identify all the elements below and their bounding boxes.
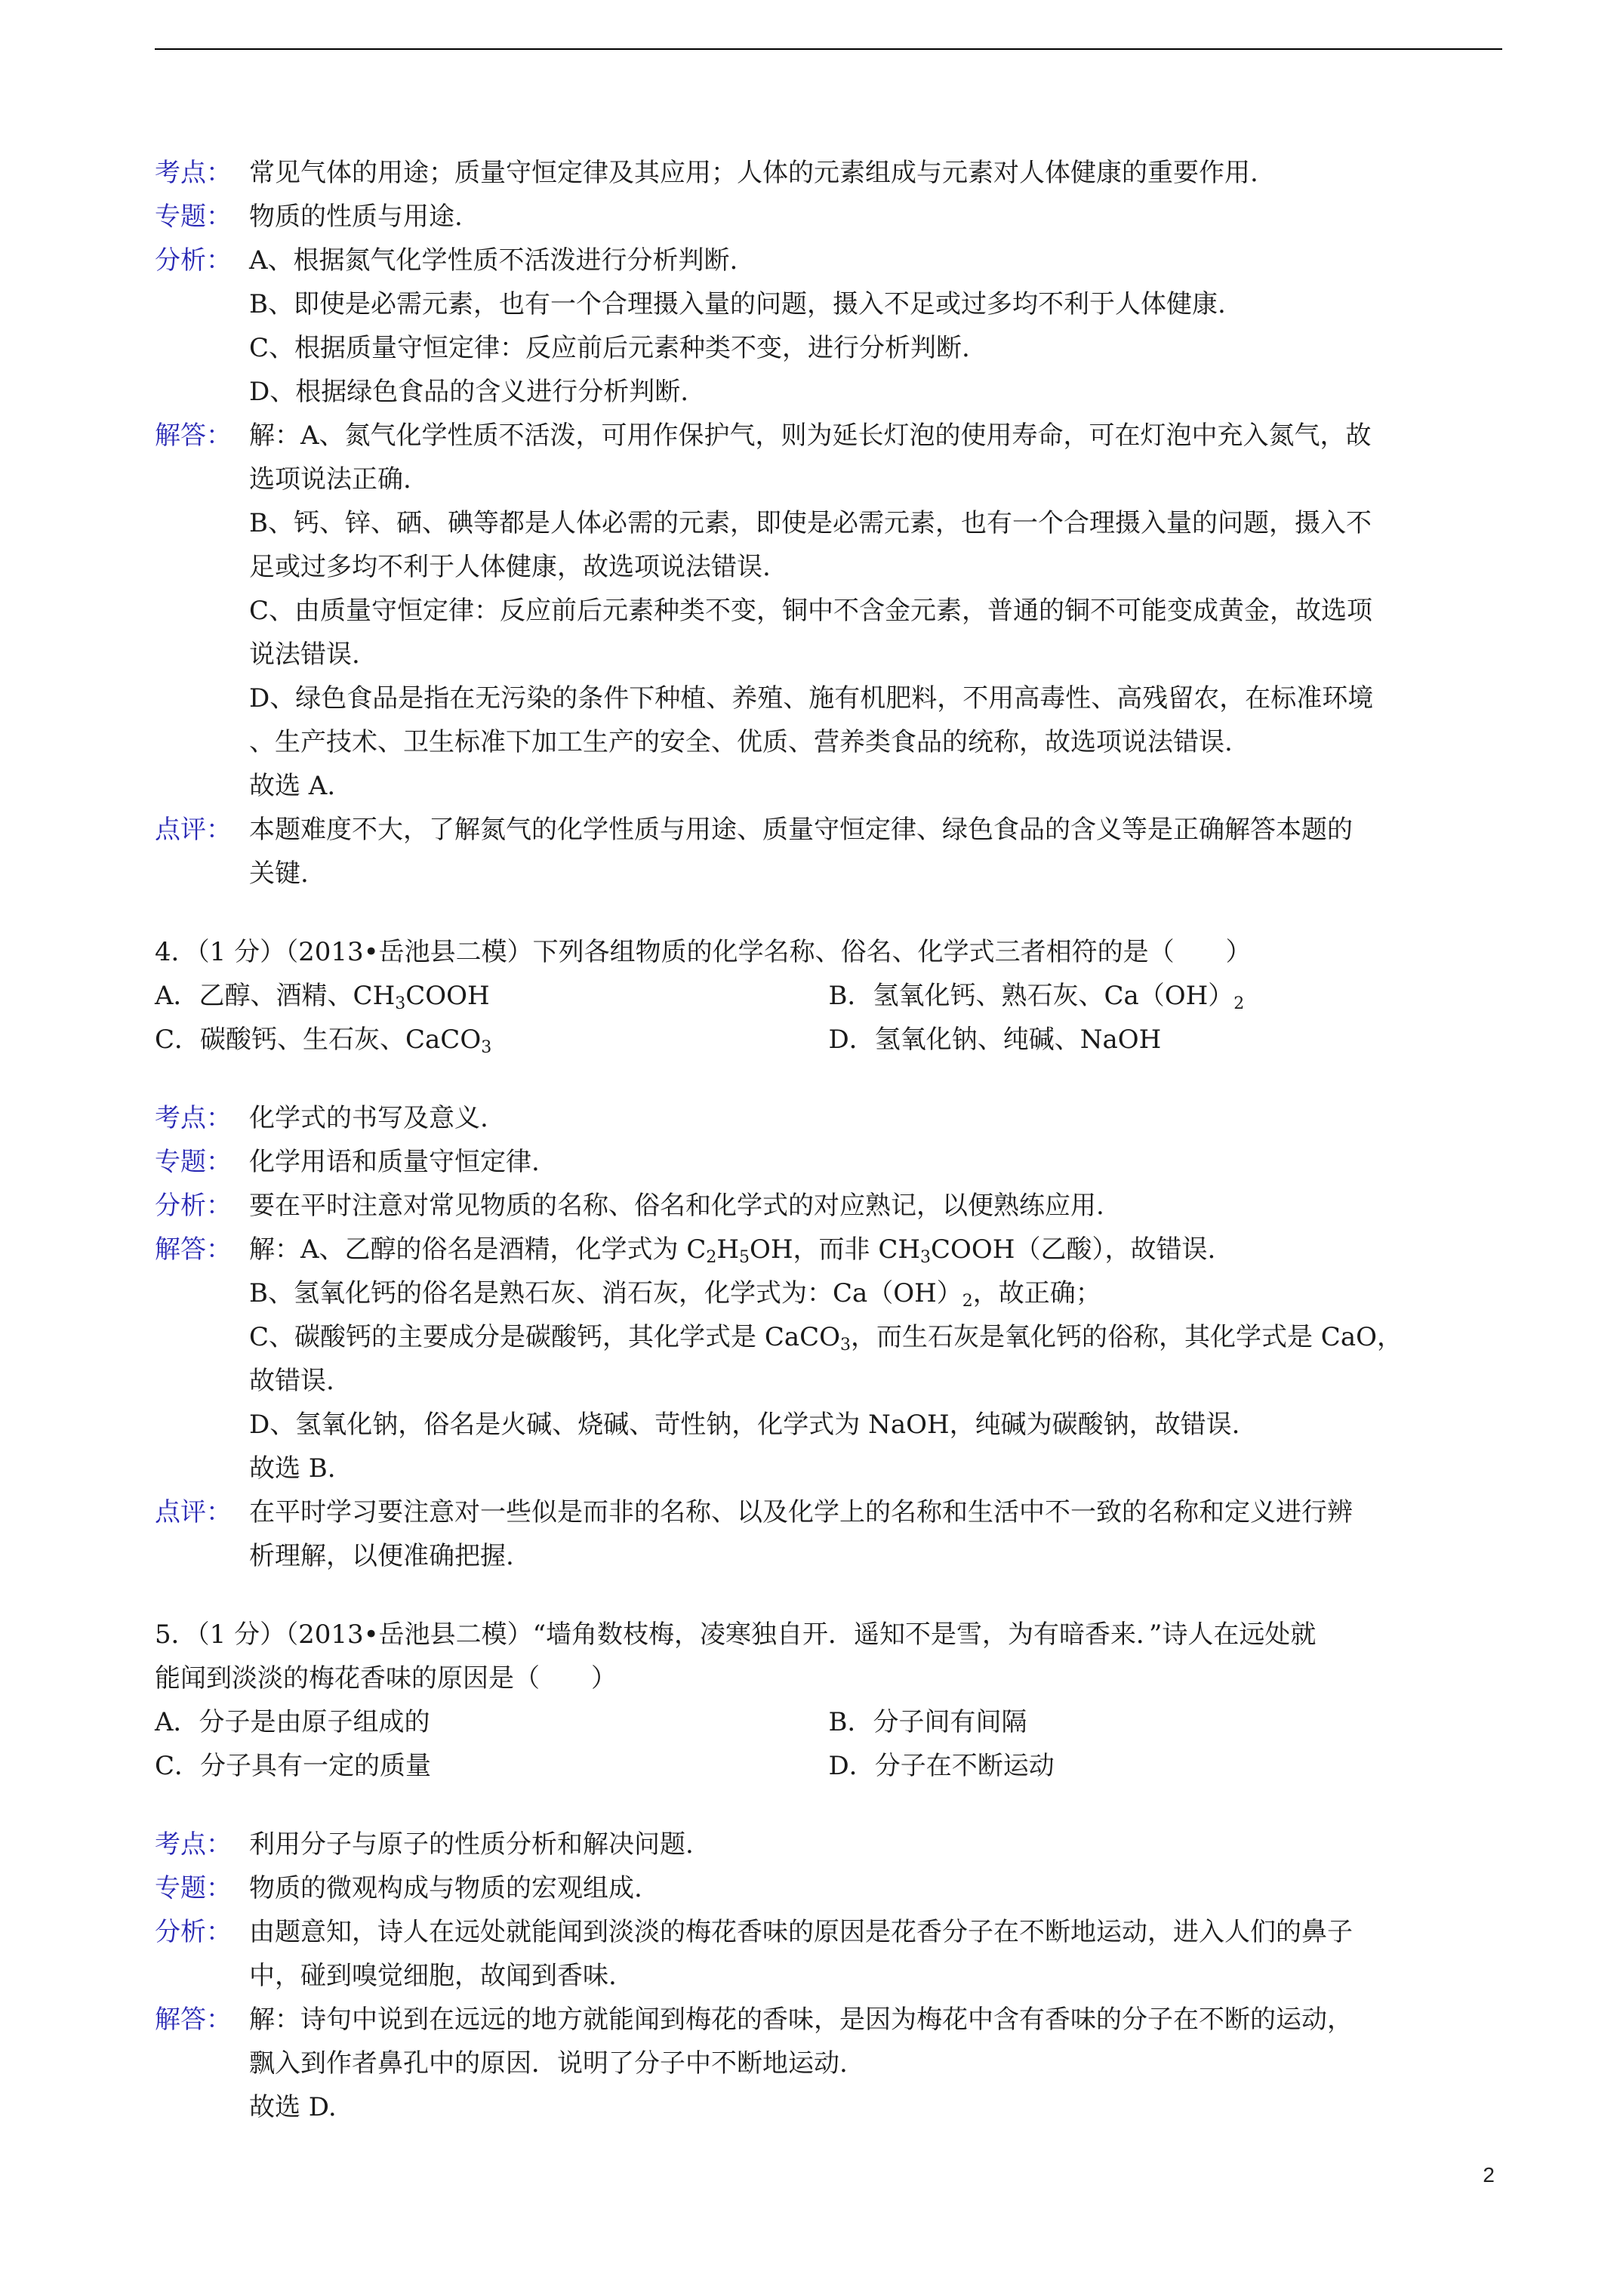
q5-option-b: B．分子间有间隔 <box>828 1707 1027 1737</box>
label-dianping: 点评： <box>155 1497 232 1527</box>
q5-options <box>155 1700 1502 1788</box>
q4-jieda-line: B、氢氧化钙的俗名是熟石灰、消石灰，化学式为：$Ca(OH)_2$，故正确； <box>249 1278 1101 1311</box>
q3-dianping-line: 关键. <box>249 858 309 889</box>
q3-jieda-line: B、钙、锌、硒、碘等都是人体必需的元素，即使是必需元素，也有一个合理摄入量的问题，摄入不 <box>249 508 1372 538</box>
q4-kaodian-text: 化学式的书写及意义. <box>249 1103 488 1133</box>
q4-stem: 4．（1 分）（2013•岳池县二模）下列各组物质的化学名称、俗名、化学式三者相符的是（ ） <box>155 937 1252 967</box>
q5-option-d: D．分子在不断运动 <box>828 1751 1055 1781</box>
q4-kaodian <box>155 1096 1502 1140</box>
q3-fenxi-line: B、即使是必需元素，也有一个合理摄入量的问题，摄入不足或过多均不利于人体健康. <box>249 289 1226 319</box>
q5-option-c: C．分子具有一定的质量 <box>155 1751 432 1781</box>
label-jieda: 解答： <box>155 1234 232 1265</box>
label-zhuanti: 专题： <box>155 1873 232 1903</box>
q5-jieda-line: 解：诗句中说到在远远的地方就能闻到梅花的香味，是因为梅花中含有香味的分子在不断的运动， <box>249 2005 1353 2035</box>
q5-fenxi-line: 由题意知，诗人在远处就能闻到淡淡的梅花香味的原因是花香分子在不断地运动，进入人们的鼻子 <box>249 1917 1353 1947</box>
q3-fenxi-line: A、根据氮气化学性质不活泼进行分析判断. <box>249 245 738 276</box>
q3-kaodian <box>155 151 1502 195</box>
label-fenxi: 分析： <box>155 1191 232 1221</box>
q3-jieda-line: 故选 A. <box>249 771 336 801</box>
label-dianping: 点评： <box>155 815 232 845</box>
q3-jieda-line: C、由质量守恒定律：反应前后元素种类不变，铜中不含金元素，普通的铜不可能变成黄金，故选项 <box>249 596 1373 626</box>
q5-zhuanti <box>155 1866 1502 1910</box>
q4-fenxi-text: 要在平时注意对常见物质的名称、俗名和化学式的对应熟记，以便熟练应用. <box>249 1191 1104 1221</box>
label-zhuanti: 专题： <box>155 1147 232 1177</box>
q5-stem: 能闻到淡淡的梅花香味的原因是（ ） <box>155 1663 617 1693</box>
q5-jieda-line: 故选 D. <box>249 2092 337 2122</box>
label-jieda: 解答： <box>155 421 232 451</box>
q5-kaodian <box>155 1823 1502 1866</box>
q3-jieda-line: 选项说法正确. <box>249 464 411 495</box>
q3-fenxi-line: C、根据质量守恒定律：反应前后元素种类不变，进行分析判断. <box>249 333 970 363</box>
label-fenxi: 分析： <box>155 1917 232 1947</box>
q4-option-a: A．乙醇、酒精、$CH_3COOH$ <box>155 981 490 1013</box>
q5-fenxi <box>155 1910 1502 1998</box>
q4-jieda <box>155 1228 1502 1490</box>
q5-option-a: A．分子是由原子组成的 <box>155 1707 430 1737</box>
q3-kaodian-text: 常见气体的用途；质量守恒定律及其应用；人体的元素组成与元素对人体健康的重要作用. <box>249 158 1258 188</box>
q3-zhuanti <box>155 195 1502 239</box>
label-jieda: 解答： <box>155 2005 232 2035</box>
q3-fenxi <box>155 239 1502 414</box>
q5-jieda-line: 飘入到作者鼻孔中的原因．说明了分子中不断地运动. <box>249 2048 848 2079</box>
q5-zhuanti-text: 物质的微观构成与物质的宏观组成. <box>249 1873 642 1903</box>
q5-kaodian-text: 利用分子与原子的性质分析和解决问题. <box>249 1829 694 1860</box>
q3-jieda-line: 解：A、氮气化学性质不活泼，可用作保护气，则为延长灯泡的使用寿命，可在灯泡中充入氮气，故 <box>249 421 1372 451</box>
label-fenxi: 分析： <box>155 245 232 276</box>
q3-jieda-line: 、生产技术、卫生标准下加工生产的安全、优质、营养类食品的统称，故选项说法错误. <box>249 727 1233 757</box>
q4-option-c: C．碳酸钙、生石灰、CaCO$_3$ <box>155 1025 492 1057</box>
page-content <box>155 151 1502 2129</box>
q4-jieda-line: 故错误. <box>249 1366 334 1396</box>
q4-dianping <box>155 1490 1502 1578</box>
q5-stem: 5．（1 分）（2013•岳池县二模）“墙角数枝梅，凌寒独自开．遥知不是雪，为有暗香来．”诗人在远处就 <box>155 1620 1317 1650</box>
q4-zhuanti-text: 化学用语和质量守恒定律. <box>249 1147 540 1177</box>
q4-fenxi <box>155 1184 1502 1228</box>
q3-jieda-line: D、绿色食品是指在无污染的条件下种植、养殖、施有机肥料，不用高毒性、高残留农，在标准环境 <box>249 683 1374 713</box>
label-kaodian: 考点： <box>155 158 232 188</box>
label-kaodian: 考点： <box>155 1829 232 1860</box>
q5-jieda <box>155 1998 1502 2129</box>
q3-fenxi-line: D、根据绿色食品的含义进行分析判断. <box>249 377 689 407</box>
q3-jieda <box>155 414 1502 808</box>
page-number: 2 <box>1483 2163 1495 2187</box>
q5-fenxi-line: 中，碰到嗅觉细胞，故闻到香味. <box>249 1961 617 1991</box>
q4-option-d: D．氢氧化钠、纯碱、NaOH <box>828 1025 1162 1055</box>
q4-jieda-line: 解：A、乙醇的俗名是酒精，化学式为 $C_2H_5OH$，而非 $CH_3COOH$（乙酸），故错误. <box>249 1234 1216 1267</box>
header-rule <box>155 48 1502 50</box>
q3-zhuanti-text: 物质的性质与用途. <box>249 202 463 232</box>
q4-jieda-line: 故选 B. <box>249 1453 336 1484</box>
q4-option-b: B．氢氧化钙、熟石灰、$Ca(OH)_2$ <box>828 981 1245 1013</box>
q4-zhuanti <box>155 1140 1502 1184</box>
q3-jieda-line: 说法错误. <box>249 639 360 670</box>
q4-options <box>155 974 1502 1062</box>
label-kaodian: 考点： <box>155 1103 232 1133</box>
q3-jieda-line: 足或过多均不利于人体健康，故选项说法错误. <box>249 552 771 582</box>
q4-dianping-line: 在平时学习要注意对一些似是而非的名称、以及化学上的名称和生活中不一致的名称和定义进行辨 <box>249 1497 1353 1527</box>
label-zhuanti: 专题： <box>155 202 232 232</box>
q4-dianping-line: 析理解，以便准确把握. <box>249 1541 514 1571</box>
q3-dianping <box>155 808 1502 895</box>
q3-dianping-line: 本题难度不大，了解氮气的化学性质与用途、质量守恒定律、绿色食品的含义等是正确解答本题的 <box>249 815 1353 845</box>
q4-jieda-line: C、碳酸钙的主要成分是碳酸钙，其化学式是 CaCO$_3$，而生石灰是氧化钙的俗称，其化学式是 CaO， <box>249 1322 1403 1354</box>
q4-jieda-line: D、氢氧化钠，俗名是火碱、烧碱、苛性钠，化学式为 NaOH，纯碱为碳酸钠，故错误. <box>249 1410 1240 1440</box>
